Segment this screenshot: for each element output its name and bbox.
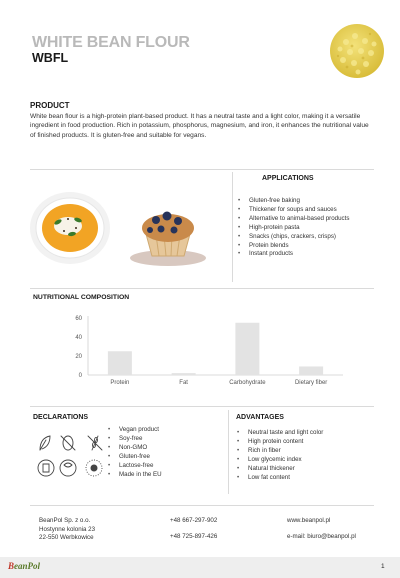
y-tick-label: 40 (75, 335, 82, 341)
chart-bar (108, 351, 132, 375)
list-item: • Low glycemic index (236, 456, 323, 465)
divider (30, 288, 374, 289)
list-item: • Snacks (chips, crackers, crisps) (237, 233, 349, 242)
advantages-list (236, 429, 323, 482)
product-heading: PRODUCT (30, 101, 70, 110)
logo-letter: B (8, 561, 15, 571)
phone-link[interactable]: +48 667-297-902 (170, 517, 218, 524)
divider (30, 169, 374, 170)
divider (228, 410, 229, 494)
footer-bar (0, 557, 400, 578)
company-street: Hostynne kolonia 23 (39, 525, 96, 533)
list-item: • Gluten-free baking (237, 197, 349, 206)
x-tick-label: Fat (179, 380, 188, 386)
company-name: BeanPol Sp. z o.o. (39, 517, 91, 524)
list-item: • Rich in fiber (236, 447, 323, 456)
soup-bowl-image (28, 186, 112, 266)
list-item: • Soy-free (107, 435, 162, 444)
company-address (39, 517, 95, 543)
flour-grains-image (328, 22, 386, 80)
advantages-heading: ADVANTAGES (236, 414, 284, 421)
product-code: WBFL (32, 51, 69, 65)
x-tick-label: Dietary fiber (294, 380, 328, 386)
x-tick-label: Protein (110, 380, 130, 386)
chart-bar (235, 323, 259, 375)
y-tick-label: 0 (78, 373, 82, 379)
divider (30, 505, 374, 506)
chart-bar (299, 366, 323, 375)
applications-heading: APPLICATIONS (262, 175, 314, 182)
declarations-list (107, 426, 162, 479)
list-item: • Made in the EU (107, 471, 162, 480)
divider (232, 172, 233, 282)
email-link[interactable]: e-mail: biuro@beanpol.pl (287, 533, 356, 540)
page-number: 1 (381, 563, 385, 570)
applications-list (237, 197, 349, 259)
nutrition-chart (58, 308, 348, 392)
product-title: WHITE BEAN FLOUR (32, 34, 190, 51)
declarations-heading: DECLARATIONS (33, 414, 89, 421)
list-item: • Alternative to animal-based products (237, 215, 349, 224)
y-tick-label: 20 (75, 354, 82, 360)
muffin-image (128, 200, 208, 268)
y-tick-label: 60 (75, 316, 82, 322)
list-item: • Vegan product (107, 426, 162, 435)
declaration-icons (36, 432, 106, 480)
company-city: 22-550 Werbkowice (39, 534, 94, 541)
list-item: • Non-GMO (107, 444, 162, 453)
divider (30, 406, 374, 407)
nutrition-heading: NUTRITIONAL COMPOSITION (33, 294, 130, 301)
logo-text: eanPol (14, 561, 41, 571)
website-link[interactable]: www.beanpol.pl (287, 517, 331, 524)
list-item: • Gluten-free (107, 453, 162, 462)
list-item: • High protein content (236, 438, 323, 447)
list-item: • Natural thickener (236, 465, 323, 474)
list-item: • Thickener for soups and sauces (237, 206, 349, 215)
list-item: • High-protein pasta (237, 224, 349, 233)
product-description: White bean flour is a high-protein plant-based product. It has a neutral taste and a light color, making it a versatile ingredient in food production. Rich in potassium, phosphorus, magnesium, and iron, it enhances the nutritional value of finished products. It is gluten-free and suitable for vegans. (30, 113, 369, 139)
list-item: • Low fat content (236, 474, 323, 483)
list-item: • Lactose-free (107, 462, 162, 471)
beanpol-logo (8, 561, 40, 571)
phone-link[interactable]: +48 725-897-426 (170, 533, 218, 540)
x-tick-label: Carbohydrate (229, 380, 266, 386)
list-item: • Instant products (237, 250, 349, 259)
list-item: • Protein blends (237, 242, 349, 251)
list-item: • Neutral taste and light color (236, 429, 323, 438)
chart-bar (172, 373, 196, 375)
